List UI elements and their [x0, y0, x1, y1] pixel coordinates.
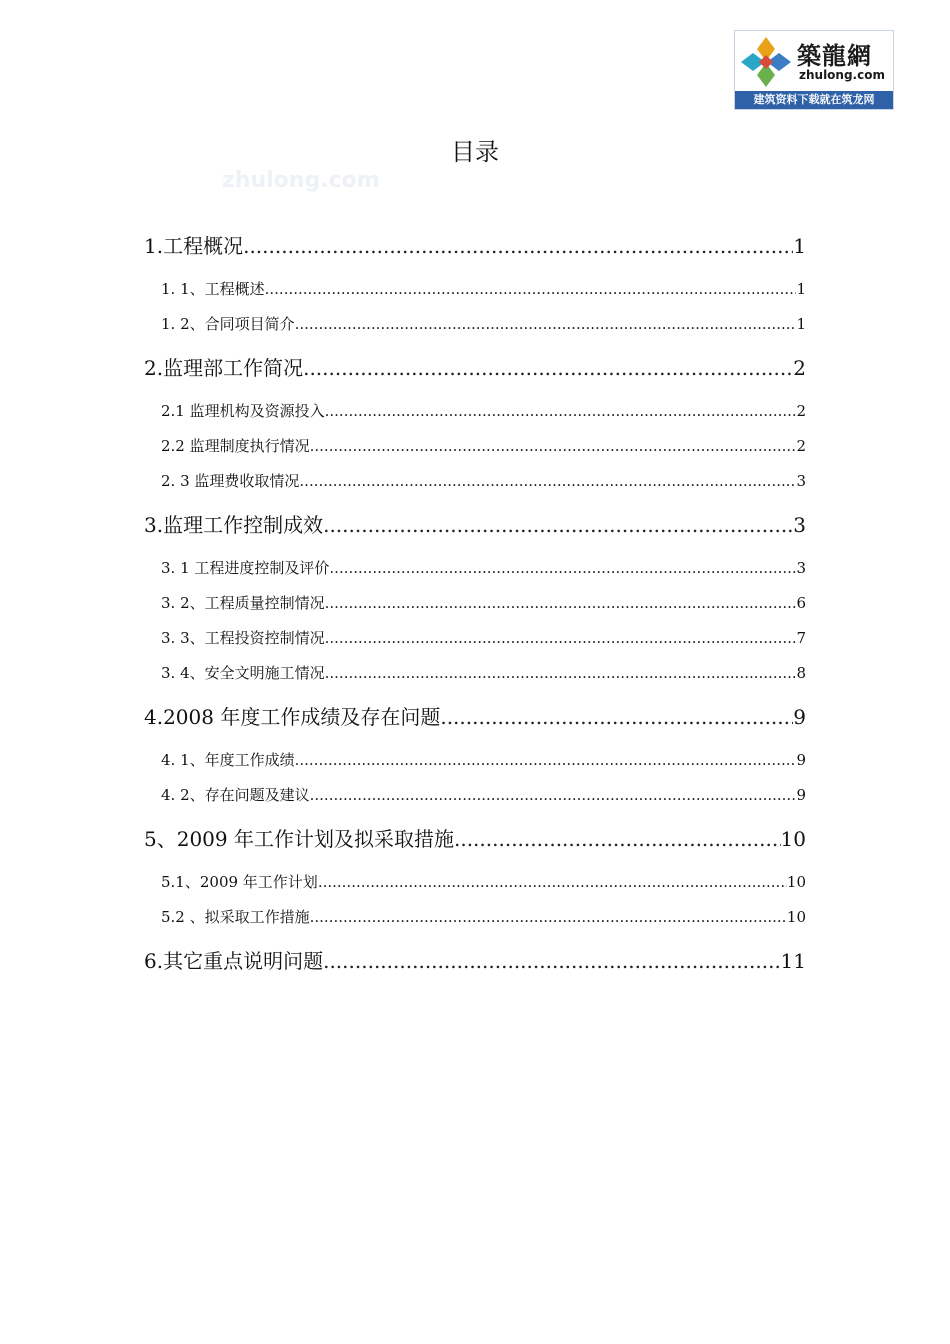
toc-dot-leader: [303, 350, 793, 386]
toc-entry-title: 3. 3、工程投资控制情况: [161, 629, 325, 647]
toc-entry-title: 2.1 监理机构及资源投入: [161, 402, 325, 420]
toc-section-entry[interactable]: [144, 429, 806, 464]
zhulong-logo: [734, 30, 894, 110]
toc-dot-leader: [265, 272, 797, 307]
toc-section-entry[interactable]: [144, 743, 806, 778]
toc-entry-title: 5.2 、拟采取工作措施: [161, 908, 310, 926]
toc-page-number: 3: [796, 559, 806, 577]
toc-entry-title: 4.2008 年度工作成绩及存在问题: [144, 705, 441, 729]
toc-dot-leader: [325, 621, 797, 656]
logo-slogan: 建筑资料下载就在筑龙网: [735, 91, 893, 109]
toc-dot-leader: [310, 900, 787, 935]
toc-page-number: 2: [793, 356, 806, 380]
toc-chapter-entry[interactable]: [144, 699, 806, 735]
toc-entry-title: 4. 1、年度工作成绩: [161, 751, 295, 769]
toc-page-number: 7: [796, 629, 806, 647]
toc-section-entry[interactable]: [144, 586, 806, 621]
toc-page-number: 1: [793, 234, 806, 258]
toc-entry-title: 6.其它重点说明问题: [144, 949, 324, 973]
toc-page-number: 2: [796, 402, 806, 420]
toc-entry-title: 3. 1 工程进度控制及评价: [161, 559, 330, 577]
toc-entry-title: 2.监理部工作简况: [144, 356, 304, 380]
toc-page-number: 1: [796, 280, 806, 298]
page-title: 目录: [451, 138, 499, 166]
toc-section-entry[interactable]: [144, 307, 806, 342]
toc-section-entry[interactable]: [144, 621, 806, 656]
toc-entry-title: 5.1、2009 年工作计划: [161, 873, 318, 891]
toc-page-number: 10: [786, 873, 806, 891]
toc-section-entry[interactable]: [144, 656, 806, 691]
toc-page-number: 11: [780, 949, 806, 973]
toc-page-number: 3: [796, 472, 806, 490]
toc-chapter-entry[interactable]: [144, 821, 806, 857]
toc-chapter-entry[interactable]: [144, 228, 806, 264]
toc-page-number: 1: [796, 315, 806, 333]
toc-dot-leader: [329, 551, 796, 586]
toc-entry-title: 1. 1、工程概述: [161, 280, 265, 298]
toc-dot-leader: [243, 228, 793, 264]
toc-page-number: 9: [796, 786, 806, 804]
toc-entry-title: 4. 2、存在问题及建议: [161, 786, 310, 804]
toc-dot-leader: [295, 743, 797, 778]
toc-chapter-entry[interactable]: [144, 507, 806, 543]
toc-dot-leader: [325, 394, 797, 429]
zhulong-diamond-icon: [739, 35, 793, 89]
toc-section-entry[interactable]: [144, 778, 806, 813]
toc-page-number: 3: [793, 513, 806, 537]
table-of-contents: [144, 228, 806, 979]
toc-dot-leader: [440, 699, 793, 735]
watermark: zhulong.com: [222, 168, 380, 193]
toc-entry-title: 2. 3 监理费收取情况: [161, 472, 300, 490]
toc-entry-title: 5、2009 年工作计划及拟采取措施: [144, 827, 454, 851]
toc-section-entry[interactable]: [144, 394, 806, 429]
toc-page-number: 2: [796, 437, 806, 455]
toc-entry-title: 3.监理工作控制成效: [144, 513, 324, 537]
toc-dot-leader: [323, 507, 793, 543]
toc-entry-title: 3. 4、安全文明施工情况: [161, 664, 325, 682]
toc-page-number: 9: [796, 751, 806, 769]
toc-dot-leader: [323, 943, 780, 979]
toc-dot-leader: [454, 821, 781, 857]
toc-page-number: 8: [796, 664, 806, 682]
toc-dot-leader: [310, 778, 797, 813]
toc-section-entry[interactable]: [144, 865, 806, 900]
toc-dot-leader: [325, 586, 797, 621]
toc-section-entry[interactable]: [144, 900, 806, 935]
toc-section-entry[interactable]: [144, 551, 806, 586]
toc-page-number: 9: [793, 705, 806, 729]
toc-dot-leader: [325, 656, 797, 691]
toc-chapter-entry[interactable]: [144, 943, 806, 979]
toc-section-entry[interactable]: [144, 272, 806, 307]
toc-entry-title: 2.2 监理制度执行情况: [161, 437, 310, 455]
toc-page-number: 10: [780, 827, 806, 851]
toc-dot-leader: [310, 429, 797, 464]
toc-page-number: 10: [786, 908, 806, 926]
toc-entry-title: 1.工程概况: [144, 234, 244, 258]
toc-dot-leader: [295, 307, 797, 342]
toc-dot-leader: [299, 464, 796, 499]
toc-section-entry[interactable]: [144, 464, 806, 499]
toc-page-number: 6: [796, 594, 806, 612]
logo-chinese-name: 築龍網: [797, 41, 872, 70]
toc-entry-title: 3. 2、工程质量控制情况: [161, 594, 325, 612]
toc-dot-leader: [318, 865, 787, 900]
toc-chapter-entry[interactable]: [144, 350, 806, 386]
toc-entry-title: 1. 2、合同项目简介: [161, 315, 295, 333]
logo-english-name: zhulong.com: [799, 68, 885, 82]
